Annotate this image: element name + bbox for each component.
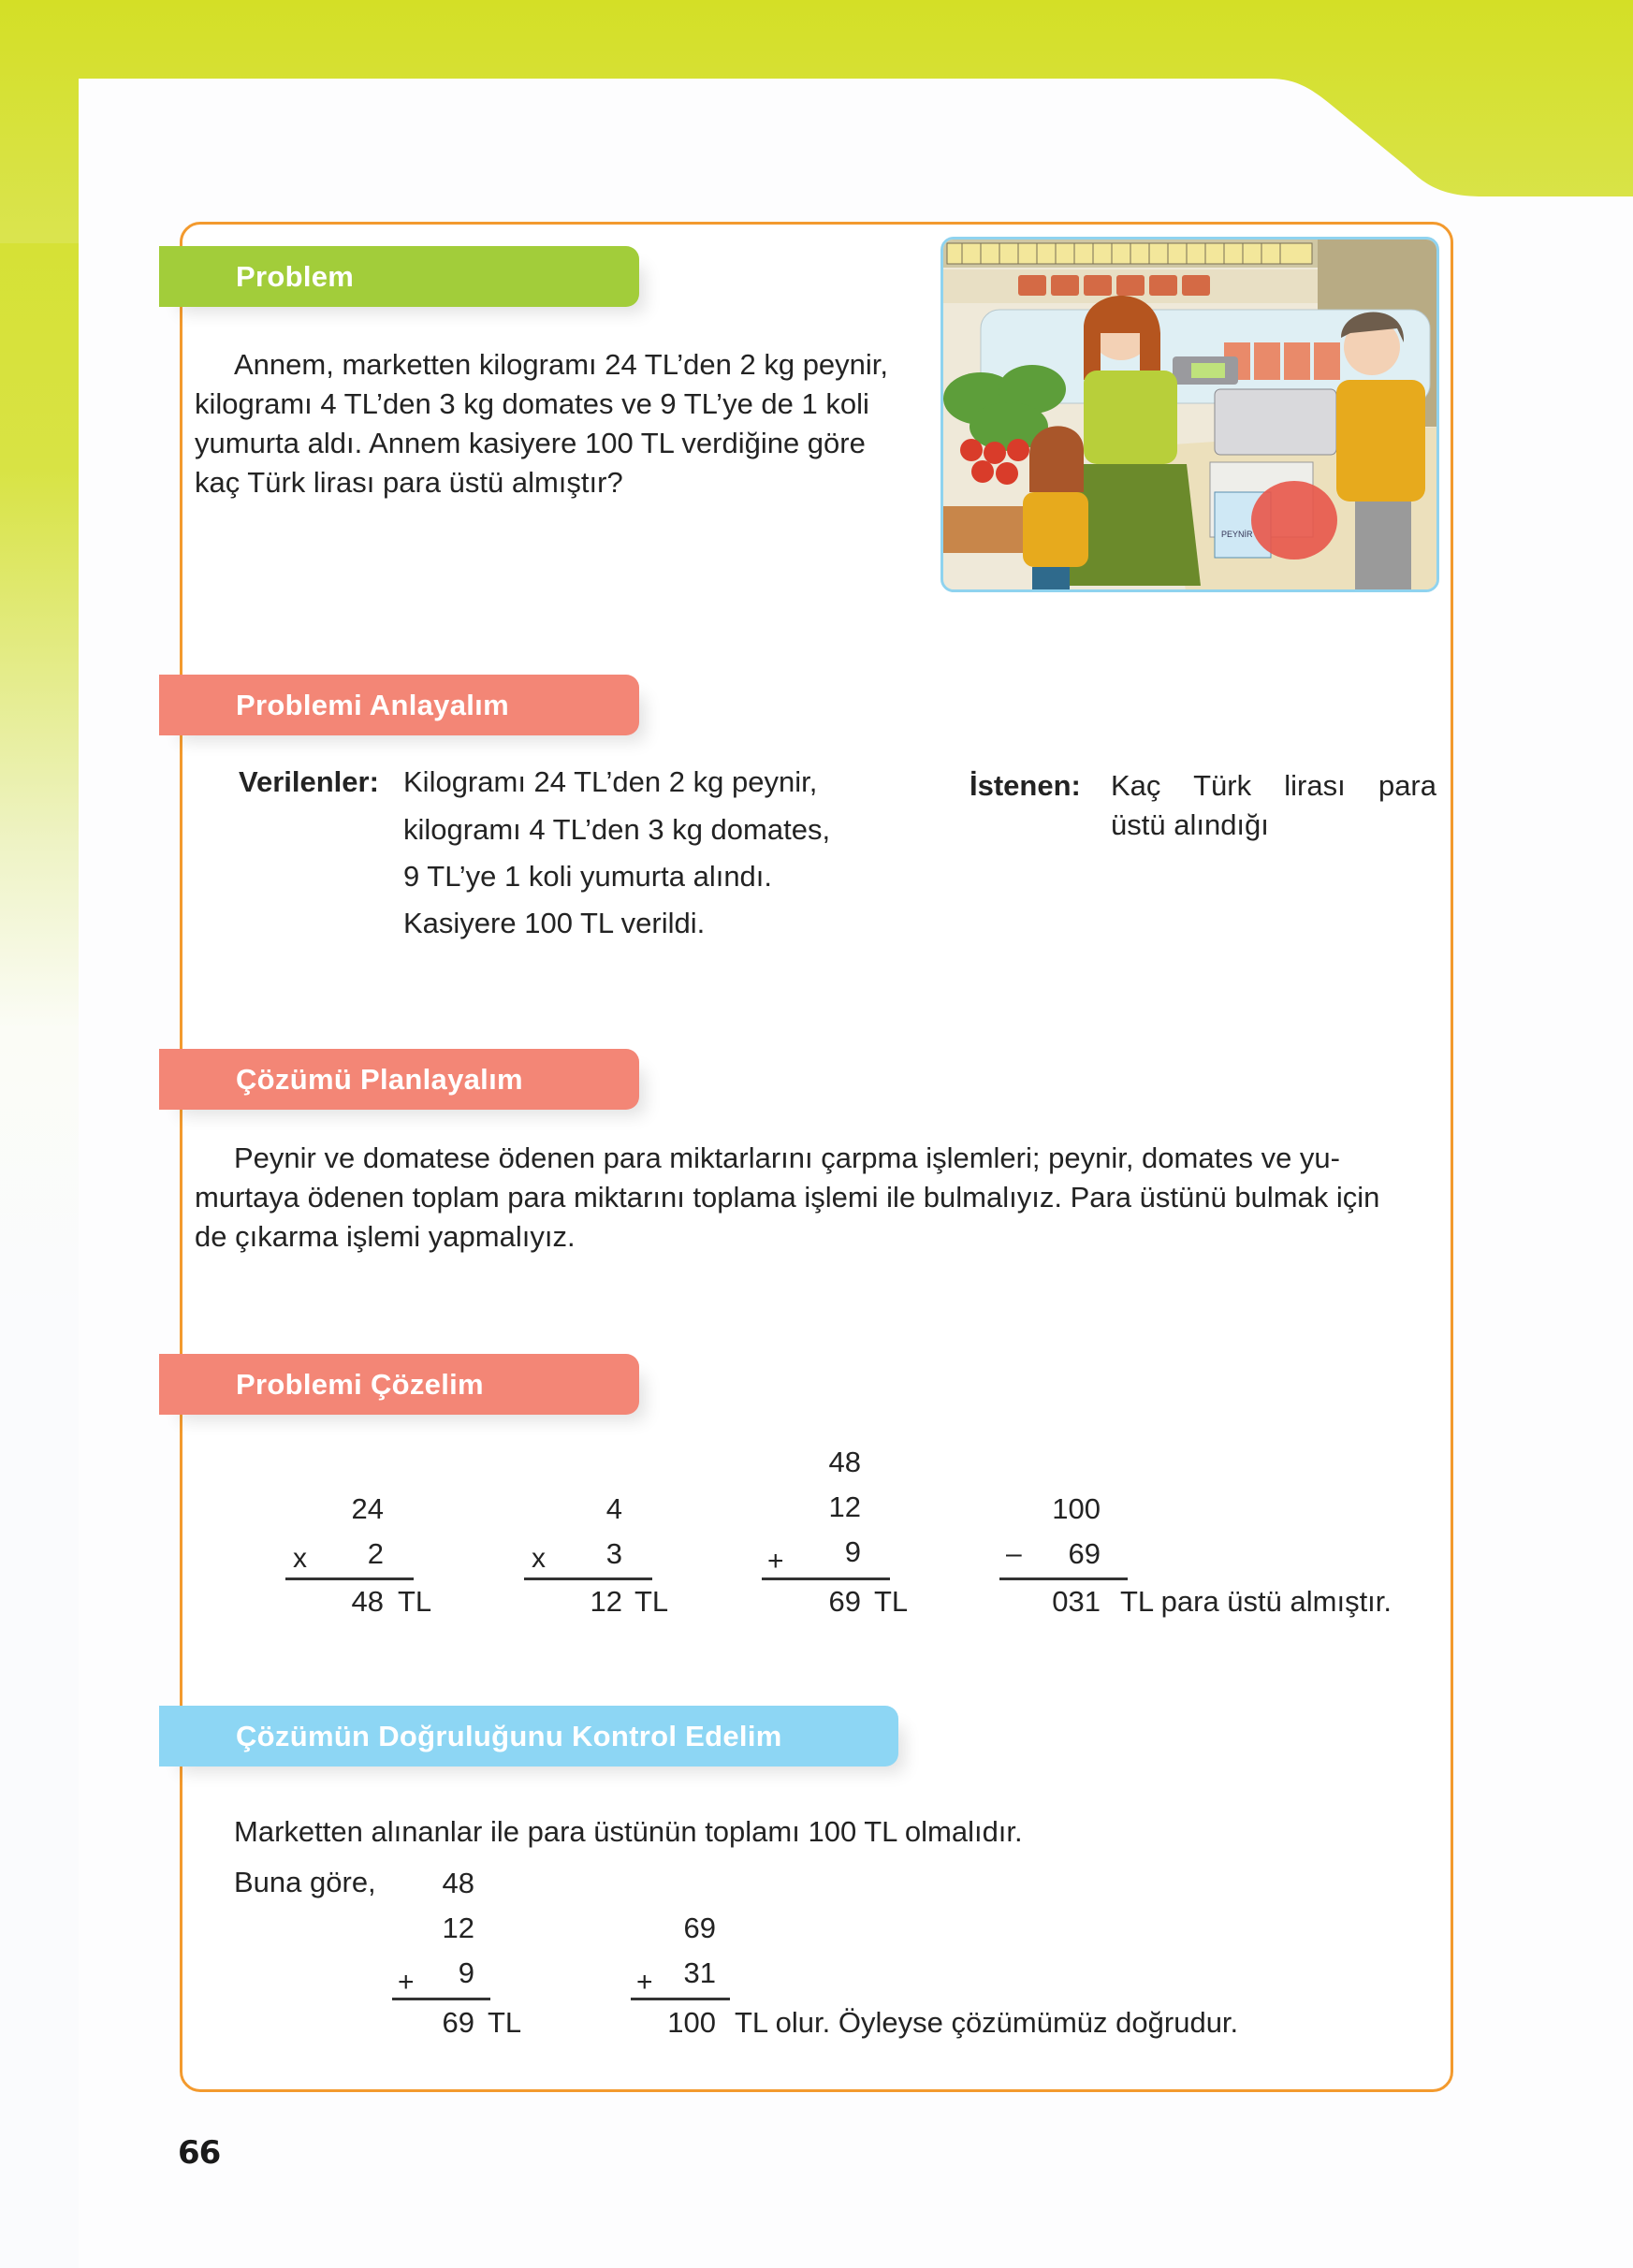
check-op2-result: 100 [667,2006,716,2039]
check-intro: Marketten alınanlar ile para üstünün toplamı 100 TL olmalıdır. [234,1815,1023,1848]
solve-op4-operand-1: 100 [1052,1492,1101,1525]
market-checkout-illustration [940,237,1439,592]
given-line-1: Kilogramı 24 TL’den 2 kg peynir, [403,765,818,798]
solve-op3-operand-2: 12 [828,1490,861,1523]
plan-line-1: Peynir ve domatese ödenen para miktarlarını çarpma işlemleri; peynir, domates ve yu- [234,1141,1340,1174]
check-op1-rule [392,1998,490,2000]
top-decorative-band [0,0,1633,243]
solve-op3-operand-1: 48 [828,1446,861,1478]
problem-line-2: kilogramı 4 TL’den 3 kg domates ve 9 TL’ye de 1 koli [195,387,869,420]
solve-op2-result: 12 [590,1585,622,1618]
check-op1-operand-1: 48 [442,1867,474,1899]
check-op2-operator: + [636,1967,653,1998]
solve-op2-unit: TL [634,1585,669,1618]
check-conclusion: TL olur. Öyleyse çözümümüz doğrudur. [735,2006,1239,2039]
check-op1-operand-3: 9 [458,1956,474,1989]
section-header-problem: Problem [159,246,639,307]
check-lead: Buna göre, [234,1866,376,1898]
check-op1-unit: TL [488,2006,522,2039]
solve-op3-rule [762,1577,890,1580]
given-line-3: 9 TL’ye 1 koli yumurta alındı. [403,860,773,893]
solve-op4-operand-2: 69 [1068,1537,1101,1570]
check-op2-operand-1: 69 [683,1912,716,1944]
solve-op4-operator: – [1006,1538,1022,1569]
solve-op1-result: 48 [351,1585,384,1618]
peynir-box-label: PEYNİR [1221,530,1253,539]
page-number: 66 [178,2134,221,2172]
problem-line-3: yumurta aldı. Annem kasiyere 100 TL verdiğine göre [195,427,866,459]
asked-label: İstenen: [970,769,1081,802]
section-header-understand: Problemi Anlayalım [159,675,639,735]
solve-op2-rule [524,1577,652,1580]
solve-op3-operand-3: 9 [844,1535,861,1568]
problem-line-4: kaç Türk lirası para üstü almıştır? [195,466,623,499]
solve-op1-operator: x [293,1543,307,1574]
solve-op3-result: 69 [828,1585,861,1618]
given-line-4: Kasiyere 100 TL verildi. [403,907,706,939]
check-op1-operator: + [398,1967,415,1998]
solve-op1-operand-2: 2 [367,1537,384,1570]
solve-op1-operand-1: 24 [351,1492,384,1525]
asked-line-1: Kaç Türk lirası para [1111,769,1436,802]
section-header-check: Çözümün Doğruluğunu Kontrol Edelim [159,1706,898,1766]
problem-line-1: Annem, marketten kilogramı 24 TL’den 2 kg peynir, [234,348,889,381]
asked-line-2: üstü alındığı [1111,808,1269,841]
check-op1-operand-2: 12 [442,1912,474,1944]
solve-op4-rule [999,1577,1128,1580]
section-header-plan: Çözümü Planlayalım [159,1049,639,1110]
plan-line-3: de çıkarma işlemi yapmalıyız. [195,1220,576,1253]
given-label: Verilenler: [239,765,379,798]
solve-op1-rule [285,1577,414,1580]
solve-op3-unit: TL [874,1585,909,1618]
illustration-art [943,240,1439,592]
solve-op2-operand-2: 3 [605,1537,622,1570]
solve-op2-operator: x [532,1543,546,1574]
solve-op1-unit: TL [398,1585,432,1618]
check-op2-operand-2: 31 [683,1956,716,1989]
solve-op4-result: 031 [1052,1585,1101,1618]
solve-op3-operator: + [767,1546,784,1577]
given-line-2: kilogramı 4 TL’den 3 kg domates, [403,813,831,846]
check-op2-rule [631,1998,730,2000]
check-op1-result: 69 [442,2006,474,2039]
solve-op2-operand-1: 4 [605,1492,622,1525]
plan-line-2: murtaya ödenen toplam para miktarını toplama işlemi ile bulmalıyız. Para üstünü bulmak için [195,1181,1380,1214]
solve-op4-conclusion: TL para üstü almıştır. [1120,1585,1392,1618]
section-header-solve: Problemi Çözelim [159,1354,639,1415]
